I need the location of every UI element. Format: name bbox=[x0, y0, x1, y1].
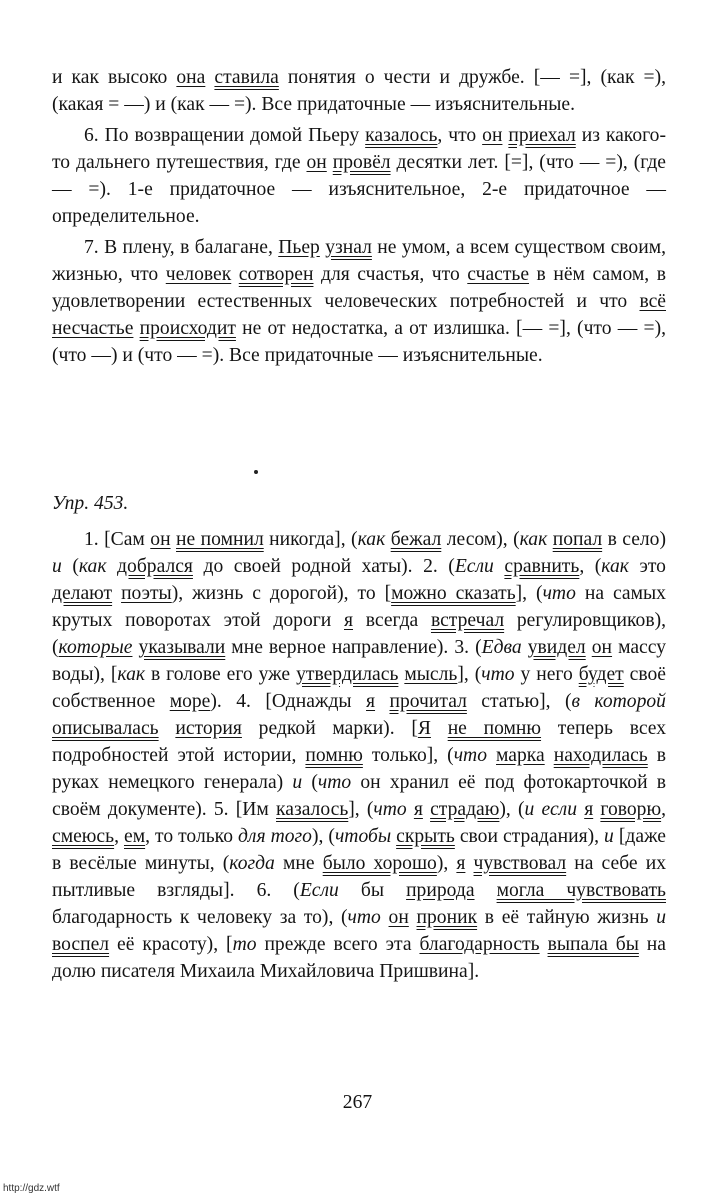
exercise-heading: Упр. 453. bbox=[52, 493, 129, 514]
paragraph-continuation: и как высоко она ставила понятия о чести и дружбе. [— =], (как =), (какая = —) и (как — =). Все придаточные — изъяснительные. bbox=[52, 67, 667, 115]
page-number: 267 bbox=[342, 1092, 373, 1113]
exercise-453-text bbox=[52, 526, 666, 985]
watermark-link[interactable]: http://gdz.wtf bbox=[3, 1183, 60, 1194]
top-text-block bbox=[52, 64, 666, 369]
exercise-heading-wrap bbox=[52, 490, 128, 523]
paragraph-item-7: 7. В плену, в балагане, Пьер узнал не умом, а всем существом своим, жизнью, что человек сотворен для счастья, что счастье в нём самом, в удовлетворении естественных человеческих потребностей и что всё несчастье происходит не от недостатка, а от излишка. [— =], (что — =), (что —) и (что — =). Все придаточные — изъяснительные. bbox=[52, 237, 666, 366]
exercise-paragraph: 1. [Сам он не помнил никогда], (как бежал лесом), (как попал в село) и (как добрался до своей родной хаты). 2. (Если сравнить, (как это делают поэты), жизнь с дорогой), то [можно сказать], (что на самых крутых поворотах этой дороги я всегда встречал регулировщиков), (которые указывали мне верное направление). 3. (Едва увидел он массу воды), [как в голове его уже утвердилась мысль], (что у него будет своё собственное море). 4. [Однажды я прочитал статью], (в которой описывалась история редкой марки). [Я не помню теперь всех подробностей этой истории, помню только], (что марка находилась в руках немецкого генерала) и (что он хранил её под фотокарточкой в своём документе). 5. [Им казалось], (что я страдаю), (и если я говорю, смеюсь, ем, то только для того), (чтобы скрыть свои страдания), и [даже в весёлые минуты, (когда мне было хорошо), я чувствовал на себе их пытливые взгляды]. 6. (Если бы природа могла чувствовать благодарность к человеку за то), (что он проник в её тайную жизнь и воспел её красоту), [то прежде всего эта благодарность выпала бы на долю писателя Михаила Михайловича Пришвина]. bbox=[52, 529, 667, 982]
paragraph-item-6: 6. По возвращении домой Пьеру казалось, что он приехал из какого-то дальнего путешествия, где он провёл десятки лет. [=], (что — =), (где — =). 1-е придаточное — изъяснительное, 2-е придаточное — определительное. bbox=[52, 125, 666, 227]
stray-dot bbox=[254, 470, 258, 474]
